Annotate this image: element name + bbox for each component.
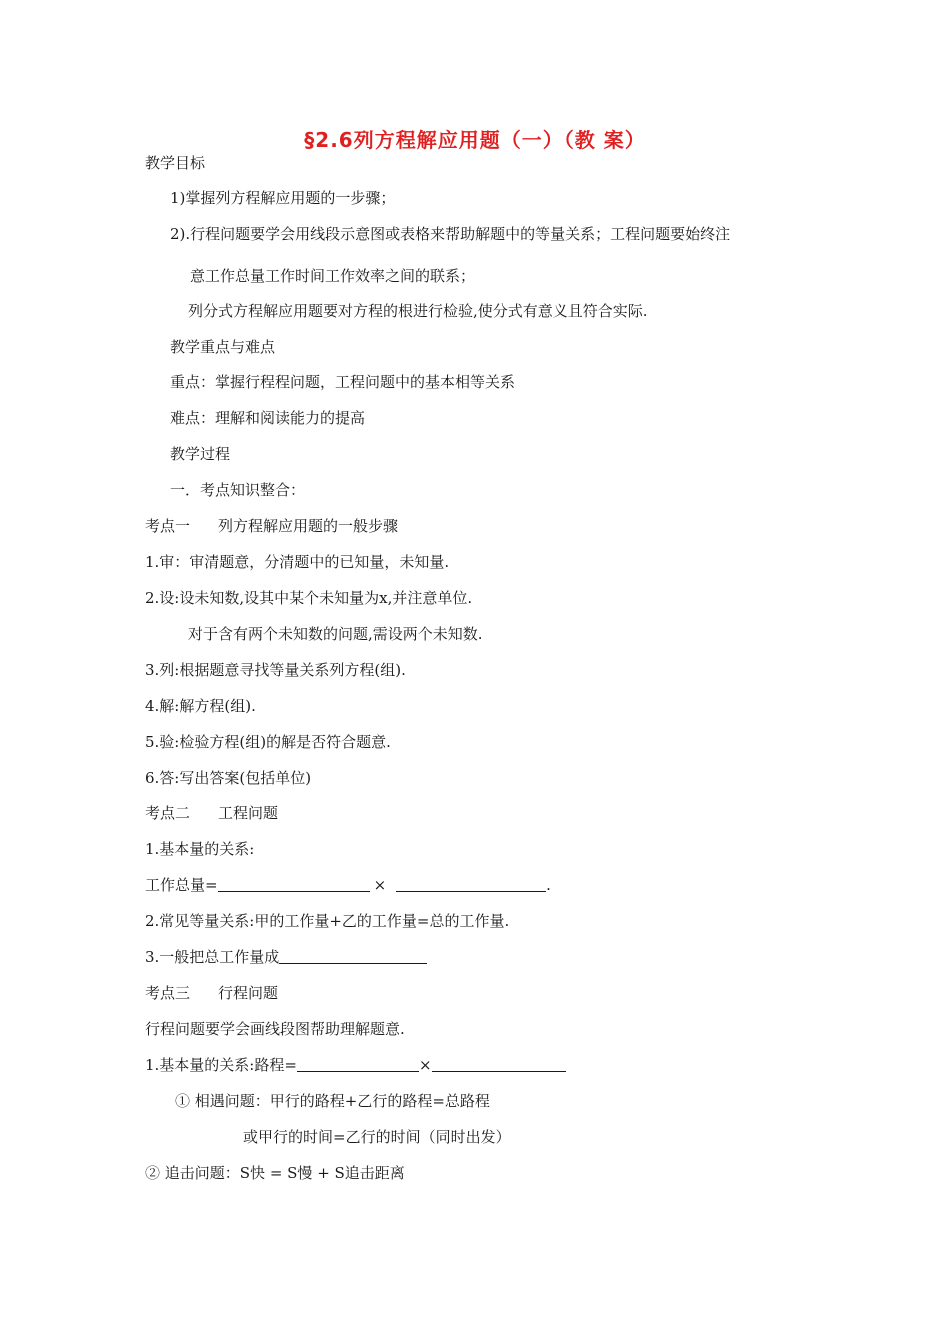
blank-work-time: [396, 875, 546, 892]
section-1-heading: 一．考点知识整合：: [170, 481, 306, 499]
kp3-intro: 行程问题要学会画线段图帮助理解题意.: [145, 1020, 405, 1038]
kp3-item-1: [145, 1055, 566, 1075]
kp1-title: 列方程解应用题的一般步骤: [218, 517, 399, 535]
blank-total-work: [279, 947, 427, 964]
kp3-title: 行程问题: [218, 984, 279, 1002]
kp1-heading: [145, 516, 398, 536]
key-point: 重点：掌握行程程问题，工程问题中的基本相等关系: [170, 373, 516, 391]
kp2-label: 考点二: [145, 804, 191, 822]
blank-speed: [297, 1055, 419, 1072]
kp3-item-1-prefix: 1.基本量的关系:路程=: [145, 1056, 297, 1074]
kp2-formula-prefix: 工作总量=: [145, 876, 218, 894]
kp2-formula-end: .: [546, 876, 551, 894]
kp2-times-sign: ×: [373, 876, 387, 894]
step-4: 4.解:解方程(组).: [145, 697, 256, 715]
step-2: 2.设:设未知数,设其中某个未知量为x,并注意单位.: [145, 589, 473, 607]
kp2-item-3-text: 3.一般把总工作量成: [145, 948, 280, 966]
kp3-heading: [145, 983, 278, 1003]
document-title: §2.6列方程解应用题（一）（教 案）: [304, 128, 646, 152]
kp3-label: 考点三: [145, 984, 191, 1002]
kp2-item-3: [145, 947, 427, 967]
blank-work-efficiency: [218, 875, 370, 892]
chase-problem: ② 追击问题：S快 = S慢 + S追击距离: [145, 1164, 405, 1182]
kp2-item-1: 1.基本量的关系:: [145, 840, 255, 858]
step-1: 1.审：审清题意，分清题中的已知量，未知量.: [145, 553, 450, 571]
goal-2-continued: 意工作总量工作时间工作效率之间的联系；: [190, 267, 476, 285]
kp2-formula: [145, 875, 551, 895]
step-5: 5.验:检验方程(组)的解是否符合题意.: [145, 733, 391, 751]
goal-3: 列分式方程解应用题要对方程的根进行检验,使分式有意义且符合实际.: [188, 302, 648, 320]
blank-time: [432, 1055, 566, 1072]
key-points-heading: 教学重点与难点: [170, 338, 276, 356]
meeting-problem-alt: 或甲行的时间=乙行的时间（同时出发）: [243, 1128, 511, 1146]
goal-1: 1)掌握列方程解应用题的一步骤；: [170, 189, 396, 207]
step-6: 6.答:写出答案(包括单位): [145, 769, 312, 787]
meeting-problem: ① 相遇问题：甲行的路程+乙行的路程=总路程: [175, 1092, 490, 1110]
step-2-continued: 对于含有两个未知数的问题,需设两个未知数.: [188, 625, 483, 643]
teaching-process-heading: 教学过程: [170, 445, 231, 463]
kp2-heading: [145, 803, 278, 823]
goal-2: 2).行程问题要学会用线段示意图或表格来帮助解题中的等量关系；工程问题要始终注: [170, 225, 731, 243]
step-3: 3.列:根据题意寻找等量关系列方程(组).: [145, 661, 406, 679]
goals-heading: 教学目标: [145, 154, 206, 172]
kp2-item-2: 2.常见等量关系:甲的工作量+乙的工作量=总的工作量.: [145, 912, 510, 930]
kp2-title: 工程问题: [218, 804, 279, 822]
difficulty: 难点：理解和阅读能力的提高: [170, 409, 366, 427]
kp3-times-sign: ×: [418, 1056, 432, 1074]
kp1-label: 考点一: [145, 517, 191, 535]
